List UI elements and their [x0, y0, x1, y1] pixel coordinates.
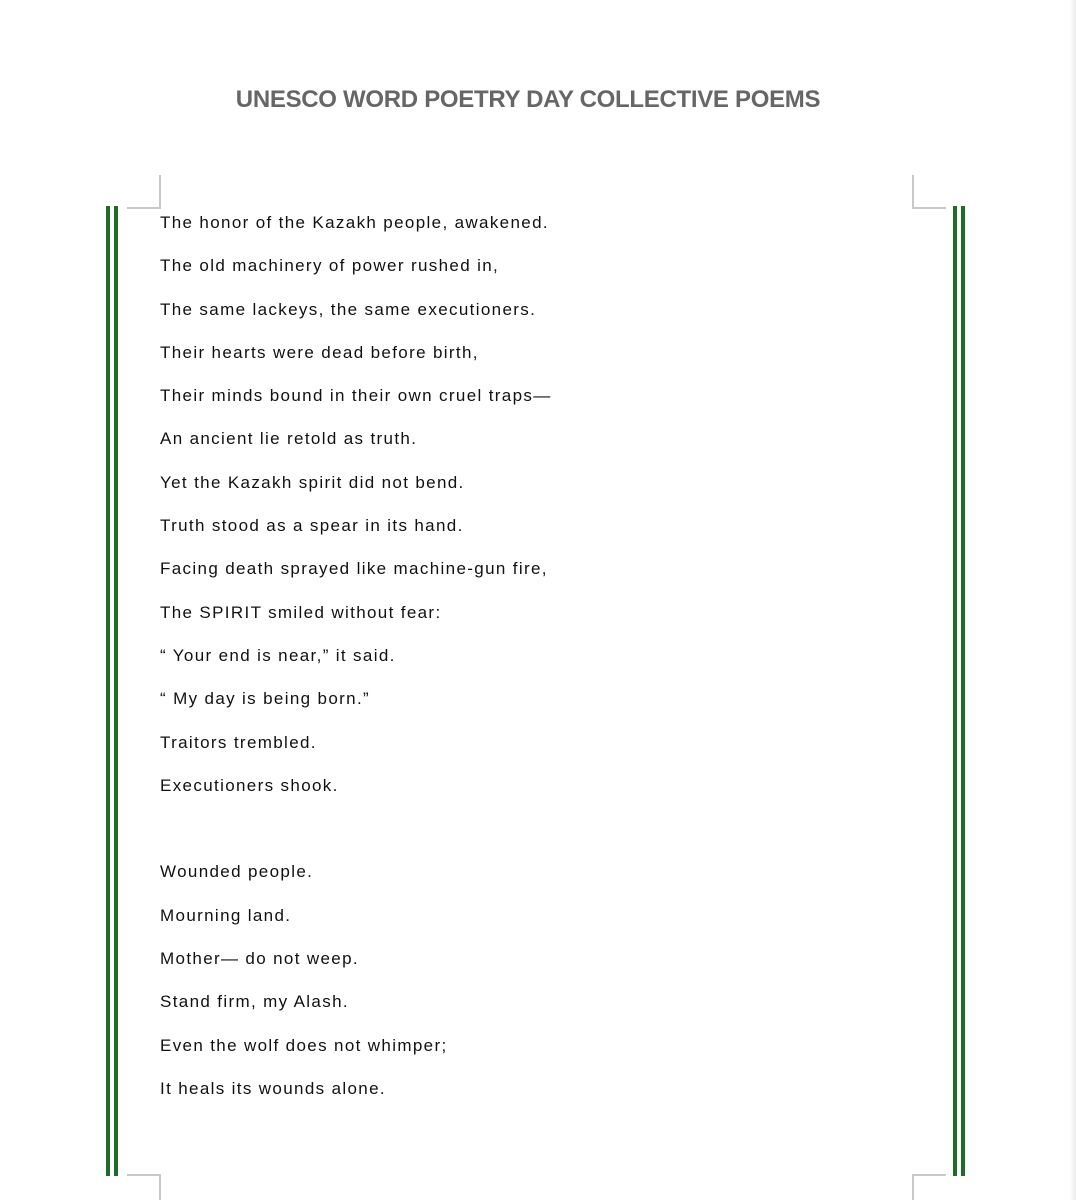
- poem-line: Truth stood as a spear in its hand.: [160, 516, 464, 536]
- poem-line: Stand firm, my Alash.: [160, 992, 349, 1012]
- right-border-inner: [953, 206, 957, 1176]
- poem-line: Facing death sprayed like machine-gun fire,: [160, 559, 548, 579]
- poem-line: An ancient lie retold as truth.: [160, 429, 418, 449]
- poem-body: [160, 211, 900, 1120]
- page-edge-shadow: [1070, 0, 1076, 1200]
- crop-mark-top-right: [912, 175, 946, 209]
- crop-mark-bottom-left: [127, 1174, 161, 1200]
- poem-line: Wounded people.: [160, 862, 314, 882]
- left-border-outer: [106, 206, 110, 1176]
- poem-line: “ Your end is near,” it said.: [160, 645, 396, 665]
- right-border-outer: [961, 206, 965, 1176]
- poem-line: Yet the Kazakh spirit did not bend.: [160, 472, 465, 492]
- document-title: UNESCO WORD POETRY DAY COLLECTIVE POEMS: [235, 86, 821, 113]
- poem-line: Mourning land.: [160, 905, 292, 925]
- poem-line: Their hearts were dead before birth,: [160, 342, 479, 362]
- poem-line: Executioners shook.: [160, 775, 339, 795]
- crop-mark-bottom-right: [912, 1174, 946, 1200]
- poem-line: The honor of the Kazakh people, awakened.: [160, 213, 549, 232]
- poem-line: The same lackeys, the same executioners.: [160, 299, 537, 319]
- poem-line: Traitors trembled.: [160, 732, 317, 752]
- poem-line: The SPIRIT smiled without fear:: [160, 602, 442, 622]
- poem-line: Their minds bound in their own cruel traps—: [160, 386, 552, 406]
- left-border-inner: [114, 206, 118, 1176]
- poem-line: Even the wolf does not whimper;: [160, 1035, 448, 1055]
- poem-line: The old machinery of power rushed in,: [160, 256, 500, 276]
- poem-line: It heals its wounds alone.: [160, 1078, 386, 1098]
- crop-mark-top-left: [127, 175, 161, 209]
- poem-line: Mother— do not weep.: [160, 949, 359, 969]
- poem-line: “ My day is being born.”: [160, 689, 371, 709]
- poem-blank-line: [160, 817, 900, 860]
